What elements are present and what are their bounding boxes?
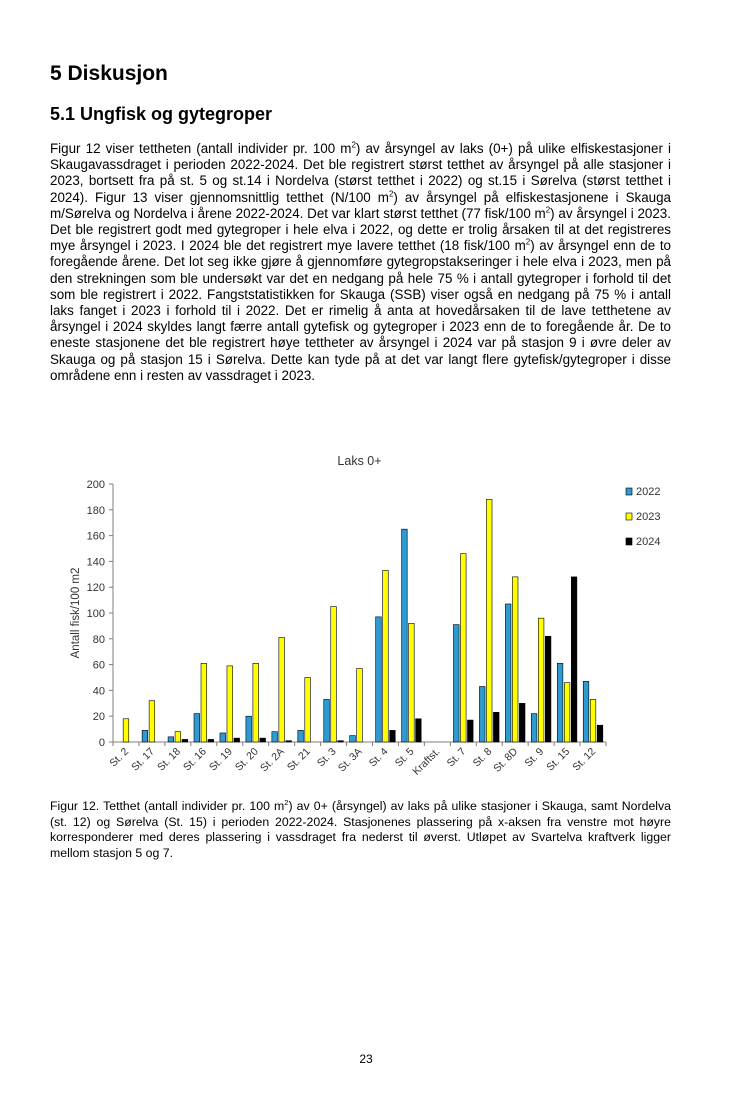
y-tick-label: 20: [92, 711, 105, 724]
x-tick-label: Kraftst.: [410, 745, 443, 778]
bar-2024: [545, 636, 551, 742]
y-tick-label: 100: [86, 608, 105, 620]
bar-2024: [182, 739, 188, 742]
legend-label: 2022: [636, 486, 661, 498]
bar-2022: [298, 730, 304, 742]
y-tick-label: 160: [86, 530, 105, 543]
bar-2024: [208, 739, 214, 742]
chart-svg: [60, 444, 680, 789]
x-tick-label: St. 3: [314, 745, 339, 770]
bar-2022: [272, 732, 278, 742]
bar-2023: [253, 663, 259, 742]
bar-2022: [194, 714, 200, 742]
chart-title: Laks 0+: [337, 454, 382, 468]
bar-2024: [571, 577, 577, 742]
bar-2022: [220, 733, 226, 742]
legend-swatch-2022: [626, 488, 632, 495]
bar-2022: [142, 730, 148, 742]
bar-2022: [505, 604, 511, 742]
x-tick-label: St. 17: [129, 745, 158, 774]
legend-label: 2023: [636, 511, 661, 523]
bar-2023: [175, 732, 181, 742]
x-tick-label: St. 15: [544, 745, 573, 774]
bar-2022: [246, 716, 252, 742]
y-tick-label: 80: [92, 633, 105, 646]
x-tick-label: St. 9: [522, 745, 547, 770]
bar-2023: [409, 623, 415, 742]
subsection-heading: 5.1 Ungfisk og gytegroper: [50, 104, 273, 124]
x-tick-label: St. 4: [366, 745, 391, 770]
bar-2023: [512, 577, 518, 742]
y-tick-label: 0: [98, 737, 105, 749]
bar-2023: [279, 638, 285, 742]
bar-2024: [467, 720, 473, 742]
x-tick-label: St. 12: [570, 745, 599, 774]
legend-swatch-2024: [626, 538, 632, 545]
bar-2023: [149, 701, 155, 742]
bar-2022: [324, 699, 330, 742]
bar-chart: [60, 444, 680, 789]
bar-2023: [460, 554, 466, 742]
bar-2024: [493, 712, 499, 742]
x-tick-label: St. 21: [284, 745, 313, 774]
bar-2024: [338, 741, 344, 742]
bar-2024: [519, 703, 525, 742]
bar-2023: [383, 570, 389, 742]
bar-2023: [486, 499, 492, 742]
x-tick-label: St. 2A: [258, 745, 287, 775]
bar-2023: [564, 683, 570, 742]
x-tick-label: St. 16: [181, 745, 209, 774]
figure-caption: Figur 12. Tetthet (antall individer pr. 100 $m^2$) av 0+ (årsyngel) av laks på ulike stasjoner i Skauga, samt Nordelva (st. 12) og Sørelva (St. 15) i perioden 2022-2024. Stasjonenes plassering på x-aksen fra venstre mot høyre korresponderer med deres plassering i vassdraget fra nederst til øverst. Utløpet av Svartelva kraftverk ligger mellom stasjon 5 og 7.: [50, 797, 672, 860]
x-tick-label: St. 19: [206, 745, 235, 774]
x-tick-label: St. 8D: [491, 745, 521, 775]
bar-2022: [531, 714, 537, 742]
y-axis-label: Antall fisk/100 m2: [70, 567, 82, 659]
body-paragraph: Figur 12 viser tettheten (antall individer pr. 100 $m^2$) av årsyngel av laks (0+) på ulike elfiskestasjoner i Skaugavassdraget i perioden 2022-2024. Det ble registrert størst tetthet av årsyngel på alle stasjoner i 2023, bortsett fra på st. 5 og st.14 i Nordelva (størst tetthet i 2022) og st.15 i Sørelva (størst tetthet i 2024). Figur 13 viser gjennomsnittlig tetthet (N/100 $m^2$) av årsyngel på elfiskestasjonene i Skauga m/Sørelva og Nordelva i årene 2022-2024. Det var klart størst tetthet (77 fisk/100 $m^2$) av årsyngel i 2023. Det ble registrert godt med gytegroper i hele elva i 2022, og dette er trolig årsaken til at det registreres mye årsyngel i 2023. I 2024 ble det registrert mye lavere tetthet (18 fisk/100 $m^2$) av årsyngel enn de to foregående årene. Det lot seg ikke gjøre å gjennomføre gytegropstakseringer i hele elva i 2023, men på den strekningen som ble undersøkt var det en nedgang på hele 75 % i antall gytegroper i forhold til det som ble registrert i 2022. Fangststatistikken for Skauga (SSB) viser også en nedgang på 75 % i antall laks fanget i 2023 i forhold til i 2022. Det er rimelig å anta at hovedårsaken til de lave tetthetene av årsyngel i 2024 skyldes langt færre antall gytefisk og gytegroper i 2023 enn de to foregående år. De to eneste stasjonene det ble registrert høye tettheter av årsyngel i 2024 var på stasjon 9 i øvre deler av Skauga og på stasjon 15 i Sørelva. Dette kan tyde på at det var langt flere gytefisk/gytegroper i disse områdene enn i resten av vassdraget i 2023.: [50, 140, 672, 383]
x-tick-label: St. 8: [470, 745, 495, 770]
x-tick-label: St. 2: [107, 745, 132, 770]
bar-2024: [260, 738, 266, 742]
bar-2023: [590, 699, 596, 742]
x-tick-label: St. 3A: [335, 745, 365, 775]
bar-2022: [350, 736, 356, 742]
x-tick-label: St. 18: [155, 745, 183, 774]
bar-2022: [479, 687, 485, 742]
page-number: 23: [359, 1052, 373, 1066]
y-tick-label: 40: [92, 685, 105, 698]
y-tick-label: 120: [86, 582, 105, 595]
section-heading: 5 Diskusjon: [50, 62, 168, 85]
bar-2024: [390, 730, 396, 742]
bar-2024: [234, 738, 240, 742]
bar-2023: [123, 719, 129, 742]
bar-2024: [597, 725, 603, 742]
legend-swatch-2023: [626, 513, 632, 520]
y-tick-label: 140: [86, 556, 105, 569]
bar-2022: [453, 625, 459, 742]
bar-2023: [538, 618, 544, 742]
bar-2024: [416, 719, 422, 742]
bar-2022: [557, 663, 563, 742]
bar-2023: [331, 607, 337, 742]
legend-label: 2024: [636, 536, 661, 548]
bar-2022: [402, 529, 408, 742]
y-tick-label: 200: [86, 479, 105, 491]
y-tick-label: 180: [86, 504, 105, 517]
x-tick-label: St. 7: [444, 745, 469, 770]
x-tick-label: St. 5: [392, 745, 417, 770]
x-tick-label: St. 20: [232, 745, 261, 774]
bar-2023: [357, 668, 363, 742]
bar-2022: [376, 617, 382, 742]
bar-2022: [583, 681, 589, 742]
bar-2022: [168, 737, 174, 742]
bar-2024: [286, 741, 292, 742]
y-tick-label: 60: [92, 659, 105, 672]
bar-2023: [305, 678, 311, 743]
bar-2023: [227, 666, 233, 742]
bar-2023: [201, 663, 207, 742]
